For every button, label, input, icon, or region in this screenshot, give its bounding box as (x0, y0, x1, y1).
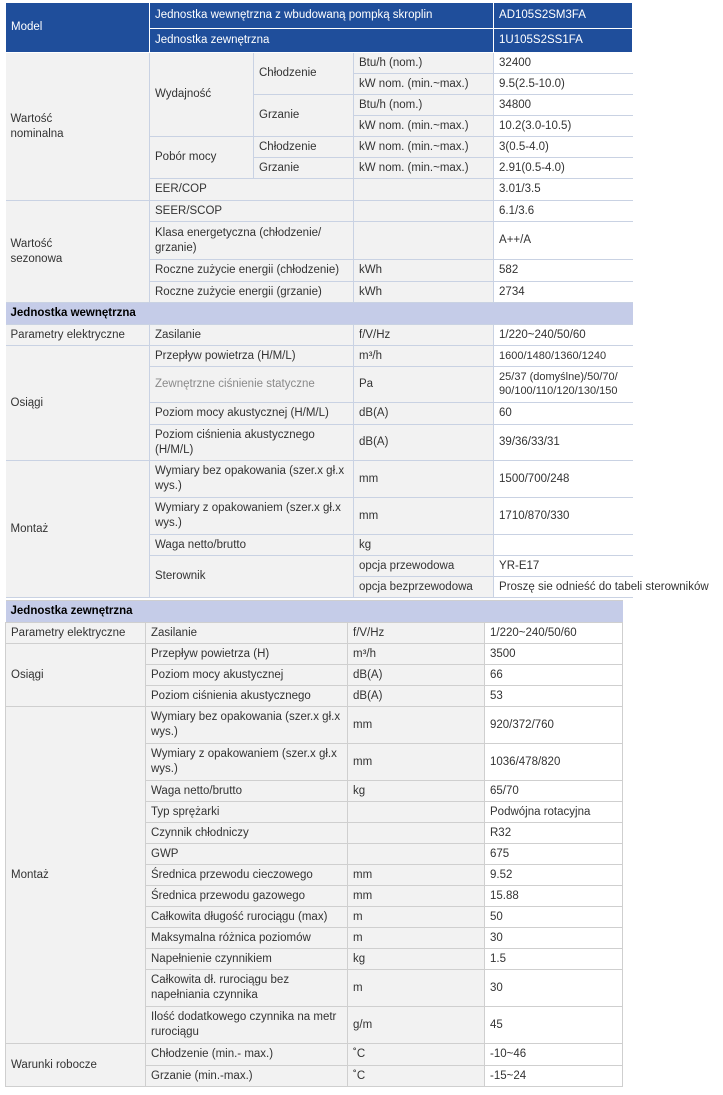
unit-cell: dB(A) (354, 403, 494, 425)
model-label: Model (6, 3, 150, 53)
unit-cell: mm (348, 707, 485, 744)
group-electric-outdoor: Parametry elektryczne (6, 623, 146, 644)
value-cell: 1.5 (485, 949, 623, 970)
param-cell: Poziom mocy akustycznej (H/M/L) (150, 403, 354, 425)
unit-cell (348, 844, 485, 865)
unit-cell: dB(A) (348, 686, 485, 707)
param-cell: Przepływ powietrza (H/M/L) (150, 346, 354, 367)
unit-cell: kW nom. (min.~max.) (354, 137, 494, 158)
param-cell: Przepływ powietrza (H) (146, 644, 348, 665)
unit-cell: g/m (348, 1007, 485, 1044)
power-cooling-label: Chłodzenie (254, 137, 354, 158)
indoor-unit-model: AD105S2SM3FA (494, 3, 633, 29)
unit-cell: m (348, 970, 485, 1007)
value-cell: -10~46 (485, 1044, 623, 1066)
param-cell: SEER/SCOP (150, 201, 354, 222)
value-cell: 45 (485, 1007, 623, 1044)
value-cell: 34800 (494, 95, 633, 116)
param-cell: GWP (146, 844, 348, 865)
group-mounting-outdoor: Montaż (6, 707, 146, 1044)
unit-cell: mm (354, 498, 494, 535)
unit-cell: kg (354, 535, 494, 556)
param-cell: Średnica przewodu cieczowego (146, 865, 348, 886)
controller-wired-value: YR-E17 (494, 556, 633, 577)
unit-cell: ˚C (348, 1066, 485, 1087)
unit-cell (354, 179, 494, 201)
value-cell: 1/220~240/50/60 (494, 325, 633, 346)
value-cell: 920/372/760 (485, 707, 623, 744)
param-cell: Chłodzenie (min.- max.) (146, 1044, 348, 1066)
unit-cell: ˚C (348, 1044, 485, 1066)
value-cell: 1600/1480/1360/1240 (494, 346, 633, 367)
spec-table-outdoor (5, 600, 623, 1087)
param-cell: Grzanie (min.-max.) (146, 1066, 348, 1087)
power-label: Pobór mocy (150, 137, 254, 179)
value-cell: A++/A (494, 222, 633, 260)
group-seasonal: Wartość sezonowa (6, 201, 150, 303)
param-cell: Napełnienie czynnikiem (146, 949, 348, 970)
value-cell: 9.52 (485, 865, 623, 886)
unit-cell: mm (354, 461, 494, 498)
unit-cell (348, 802, 485, 823)
value-cell: -15~24 (485, 1066, 623, 1087)
outdoor-unit-label: Jednostka zewnętrzna (150, 29, 494, 53)
eer-label: EER/COP (150, 179, 354, 201)
spec-table-indoor (5, 2, 709, 598)
value-cell: 32400 (494, 53, 633, 74)
value-cell: 2734 (494, 282, 633, 303)
unit-cell: mm (348, 865, 485, 886)
param-cell: Czynnik chłodniczy (146, 823, 348, 844)
controller-wireless-value: Proszę sie odnieść do tabeli sterowników (494, 577, 633, 598)
unit-cell: kg (348, 949, 485, 970)
value-cell: 50 (485, 907, 623, 928)
value-cell: 675 (485, 844, 623, 865)
param-cell: Ilość dodatkowego czynnika na metr rurociągu (146, 1007, 348, 1044)
unit-cell: m³/h (354, 346, 494, 367)
outdoor-unit-model: 1U105S2SS1FA (494, 29, 633, 53)
value-cell: 53 (485, 686, 623, 707)
value-cell: 9.5(2.5-10.0) (494, 74, 633, 95)
unit-cell: kW nom. (min.~max.) (354, 158, 494, 179)
capacity-label: Wydajność (150, 53, 254, 137)
unit-cell: kWh (354, 260, 494, 282)
value-cell: 30 (485, 928, 623, 949)
value-cell: 65/70 (485, 781, 623, 802)
value-cell: R32 (485, 823, 623, 844)
param-cell: Waga netto/brutto (150, 535, 354, 556)
unit-cell: mm (348, 744, 485, 781)
controller-label: Sterownik (150, 556, 354, 598)
param-cell: Maksymalna różnica poziomów (146, 928, 348, 949)
value-cell: 15.88 (485, 886, 623, 907)
param-cell: Zasilanie (146, 623, 348, 644)
unit-cell: f/V/Hz (354, 325, 494, 346)
group-nominal: Wartość nominalna (6, 53, 150, 201)
controller-wireless-label: opcja bezprzewodowa (354, 577, 494, 598)
unit-cell: kW nom. (min.~max.) (354, 116, 494, 137)
value-cell: 2.91(0.5-4.0) (494, 158, 633, 179)
param-cell: Wymiary z opakowaniem (szer.x gł.x wys.) (150, 498, 354, 535)
unit-cell: Pa (354, 367, 494, 403)
value-cell: 39/36/33/31 (494, 425, 633, 461)
value-cell: 10.2(3.0-10.5) (494, 116, 633, 137)
group-mounting-indoor: Montaż (6, 461, 150, 598)
param-cell: Wymiary bez opakowania (szer.x gł.x wys.) (146, 707, 348, 744)
unit-cell: kg (348, 781, 485, 802)
value-cell (494, 535, 633, 556)
value-cell: 30 (485, 970, 623, 1007)
controller-wired-label: opcja przewodowa (354, 556, 494, 577)
power-heating-label: Grzanie (254, 158, 354, 179)
value-cell: 66 (485, 665, 623, 686)
value-cell: 1036/478/820 (485, 744, 623, 781)
group-working-conditions: Warunki robocze (6, 1044, 146, 1087)
value-cell: 582 (494, 260, 633, 282)
value-cell: 60 (494, 403, 633, 425)
param-cell: Całkowita dł. rurociągu bez napełniania czynnika (146, 970, 348, 1007)
param-cell: Zewnętrzne ciśnienie statyczne (150, 367, 354, 403)
value-cell: Podwójna rotacyjna (485, 802, 623, 823)
param-cell: Zasilanie (150, 325, 354, 346)
param-cell: Klasa energetyczna (chłodzenie/ grzanie) (150, 222, 354, 260)
value-cell: 1500/700/248 (494, 461, 633, 498)
value-cell: 3500 (485, 644, 623, 665)
param-cell: Typ sprężarki (146, 802, 348, 823)
unit-cell: mm (348, 886, 485, 907)
value-cell: 3.01/3.5 (494, 179, 633, 201)
value-cell: 1710/870/330 (494, 498, 633, 535)
param-cell: Poziom mocy akustycznej (146, 665, 348, 686)
section-title-outdoor: Jednostka zewnętrzna (6, 601, 623, 623)
unit-cell (348, 823, 485, 844)
unit-cell: m (348, 928, 485, 949)
unit-cell: Btu/h (nom.) (354, 53, 494, 74)
value-cell: 3(0.5-4.0) (494, 137, 633, 158)
unit-cell (354, 201, 494, 222)
group-performance-outdoor: Osiągi (6, 644, 146, 707)
param-cell: Roczne zużycie energii (grzanie) (150, 282, 354, 303)
value-cell: 25/37 (domyślne)/50/70/ 90/100/110/120/130/150 (494, 367, 633, 403)
param-cell: Roczne zużycie energii (chłodzenie) (150, 260, 354, 282)
unit-cell: Btu/h (nom.) (354, 95, 494, 116)
capacity-cooling-label: Chłodzenie (254, 53, 354, 95)
unit-cell: dB(A) (354, 425, 494, 461)
param-cell: Poziom ciśnienia akustycznego (H/M/L) (150, 425, 354, 461)
value-cell: 6.1/3.6 (494, 201, 633, 222)
param-cell: Średnica przewodu gazowego (146, 886, 348, 907)
unit-cell: kW nom. (min.~max.) (354, 74, 494, 95)
param-cell: Wymiary bez opakowania (szer.x gł.x wys.) (150, 461, 354, 498)
param-cell: Wymiary z opakowaniem (szer.x gł.x wys.) (146, 744, 348, 781)
unit-cell (354, 222, 494, 260)
param-cell: Poziom ciśnienia akustycznego (146, 686, 348, 707)
group-performance-indoor: Osiągi (6, 346, 150, 461)
unit-cell: dB(A) (348, 665, 485, 686)
param-cell: Całkowita długość rurociągu (max) (146, 907, 348, 928)
capacity-heating-label: Grzanie (254, 95, 354, 137)
unit-cell: f/V/Hz (348, 623, 485, 644)
param-cell: Waga netto/brutto (146, 781, 348, 802)
indoor-unit-label: Jednostka wewnętrzna z wbudowaną pompką skroplin (150, 3, 494, 29)
unit-cell: kWh (354, 282, 494, 303)
value-cell: 1/220~240/50/60 (485, 623, 623, 644)
section-title-indoor: Jednostka wewnętrzna (6, 303, 633, 325)
unit-cell: m³/h (348, 644, 485, 665)
group-electric-indoor: Parametry elektryczne (6, 325, 150, 346)
unit-cell: m (348, 907, 485, 928)
